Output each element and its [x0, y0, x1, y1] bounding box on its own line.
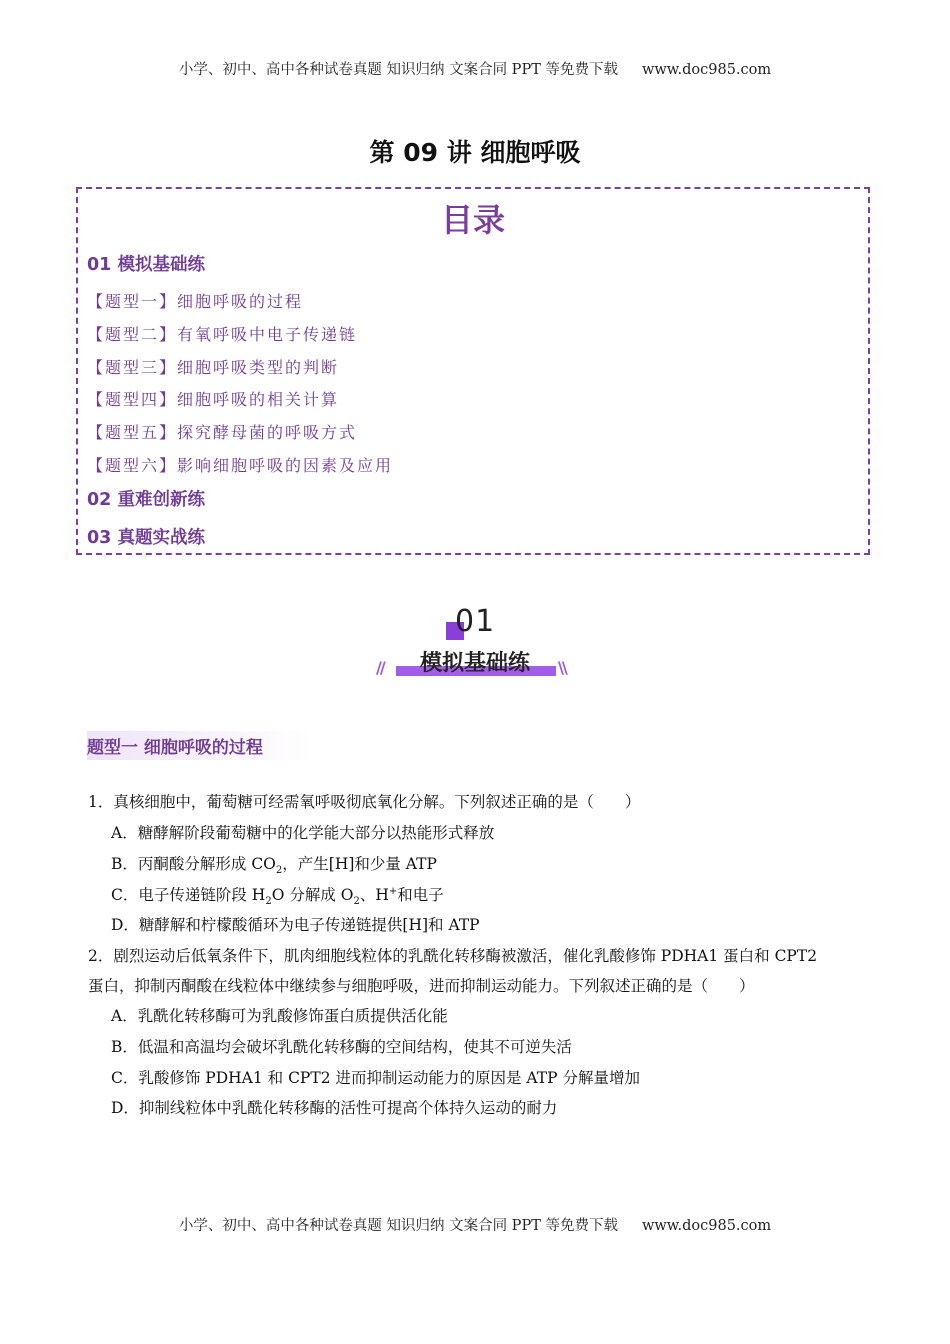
banner-label: 模拟基础练 — [419, 651, 530, 676]
banner-right-slash: \\ — [558, 658, 566, 677]
page-footer — [0, 1214, 950, 1235]
question-2-option-a: A．乳酰化转移酶可为乳酸修饰蛋白质提供活化能 — [111, 1007, 448, 1025]
toc-section-3[interactable]: 03 真题实战练 — [87, 528, 205, 548]
toc-item-4[interactable]: 【题型四】细胞呼吸的相关计算 — [87, 390, 340, 409]
question-1-stem: 1．真核细胞中，葡萄糖可经需氧呼吸彻底氧化分解。下列叙述正确的是（ ） — [88, 793, 641, 811]
footer-text: 小学、初中、高中各种试卷真题 知识归纳 文案合同 PPT 等免费下载 — [178, 1218, 618, 1234]
question-2-stem-line-2: 蛋白，抑制丙酮酸在线粒体中继续参与细胞呼吸，进而抑制运动能力。下列叙述正确的是（ ） — [88, 977, 755, 995]
question-1-option-a: A．糖酵解阶段葡萄糖中的化学能大部分以热能形式释放 — [111, 824, 495, 842]
question-2-option-d: D．抑制线粒体中乳酰化转移酶的活性可提高个体持久运动的耐力 — [111, 1099, 558, 1117]
header-url[interactable]: www.doc985.com — [641, 62, 772, 78]
section-banner — [375, 604, 575, 686]
toc-item-1[interactable]: 【题型一】细胞呼吸的过程 — [87, 292, 304, 311]
page-title: 第 09 讲 细胞呼吸 — [369, 138, 581, 167]
question-2-option-c: C．乳酸修饰 PDHA1 和 CPT2 进而抑制运动能力的原因是 ATP 分解量增加 — [111, 1069, 640, 1087]
footer-url[interactable]: www.doc985.com — [641, 1218, 772, 1234]
toc-heading: 目录 — [440, 201, 505, 239]
table-of-contents — [76, 187, 870, 555]
header-text: 小学、初中、高中各种试卷真题 知识归纳 文案合同 PPT 等免费下载 — [178, 62, 618, 78]
toc-item-6[interactable]: 【题型六】影响细胞呼吸的因素及应用 — [87, 456, 394, 475]
question-1-option-b: B．丙酮酸分解形成 $CO_2$，产生[H]和少量 ATP — [111, 855, 437, 877]
toc-item-3[interactable]: 【题型三】细胞呼吸类型的判断 — [87, 358, 340, 377]
banner-number: 01 — [455, 604, 496, 639]
toc-item-5[interactable]: 【题型五】探究酵母菌的呼吸方式 — [87, 423, 358, 442]
question-2-option-b: B．低温和高温均会破坏乳酰化转移酶的空间结构，使其不可逆失活 — [111, 1038, 572, 1056]
toc-section-1[interactable]: 01 模拟基础练 — [87, 255, 205, 275]
toc-section-2[interactable]: 02 重难创新练 — [87, 490, 205, 510]
toc-item-2[interactable]: 【题型二】有氧呼吸中电子传递链 — [87, 325, 358, 344]
page-header — [0, 58, 950, 79]
banner-left-slash: // — [376, 658, 384, 677]
question-1-option-c: C．电子传递链阶段 $H_2O$ 分解成 $O_2$、H+和电子 — [111, 885, 444, 908]
question-1-option-d: D．糖酵解和柠檬酸循环为电子传递链提供[H]和 ATP — [111, 916, 480, 934]
question-2-stem-line-1: 2．剧烈运动后低氧条件下，肌肉细胞线粒体的乳酰化转移酶被激活，催化乳酸修饰 PDHA1 蛋白和 CPT2 — [88, 947, 818, 965]
type-heading: 题型一 细胞呼吸的过程 — [87, 731, 311, 760]
